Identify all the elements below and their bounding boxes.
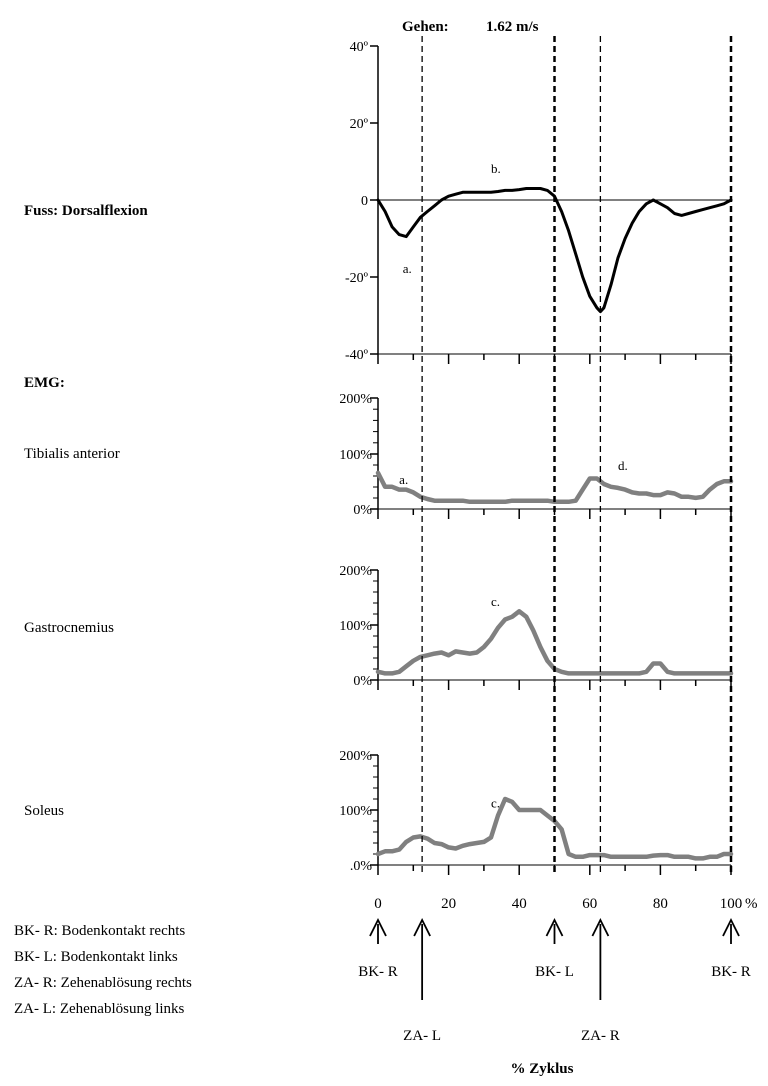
y-tick-label: 100% xyxy=(339,619,372,634)
x-tick-label: 20 xyxy=(441,896,457,912)
y-tick-label: 100% xyxy=(339,804,372,819)
y-tick-label: 0 xyxy=(361,194,368,209)
event-label: ZA- R xyxy=(581,1028,620,1044)
y-tick-label: -20º xyxy=(344,271,368,286)
legend-item: BK- R: Bodenkontakt rechts xyxy=(14,923,186,939)
event-label: BK- R xyxy=(358,964,398,980)
chart-title: Gehen: xyxy=(402,19,449,35)
emg-section-label: EMG: xyxy=(24,375,65,391)
y-tick-label: 200% xyxy=(339,564,372,579)
annotation-label: c. xyxy=(490,795,500,811)
annotation-label: a. xyxy=(399,472,409,488)
gastrocnemius-label: Gastrocnemius xyxy=(24,620,114,636)
x-tick-label: 60 xyxy=(582,896,598,912)
speed-label: 1.62 m/s xyxy=(486,19,539,35)
panel-tibialis xyxy=(339,392,731,519)
y-tick-label: 20º xyxy=(349,117,368,132)
panels xyxy=(339,40,731,875)
event-label: ZA- L xyxy=(403,1028,442,1044)
x-tick-label: 40 xyxy=(511,896,527,912)
x-axis-label: % Zyklus xyxy=(510,1061,574,1077)
event-marker xyxy=(711,920,751,980)
event-lines xyxy=(422,36,731,872)
foot-section-label: Fuss: Dorsalflexion xyxy=(24,203,148,219)
x-tick-label: 80 xyxy=(652,896,668,912)
y-tick-label: 40º xyxy=(349,40,368,55)
annotation-label: a. xyxy=(402,261,412,277)
tibialis-label: Tibialis anterior xyxy=(24,446,120,462)
legend-item: ZA- R: Zehenablösung rechts xyxy=(14,975,192,991)
soleus-label: Soleus xyxy=(24,803,65,819)
x-unit-label: % xyxy=(745,896,758,912)
legend xyxy=(14,923,192,1017)
x-tick-label: 100 xyxy=(719,896,743,912)
event-label: BK- R xyxy=(711,964,751,980)
event-markers xyxy=(358,920,751,1044)
event-marker xyxy=(581,920,620,1044)
panel-dorsalflexion xyxy=(345,40,731,364)
x-axis xyxy=(374,896,757,912)
y-tick-label: 100% xyxy=(339,448,372,463)
event-label: BK- L xyxy=(535,964,574,980)
annotation-label: c. xyxy=(490,593,500,609)
y-tick-label: 200% xyxy=(339,749,372,764)
annotation-label: d. xyxy=(618,458,628,474)
x-tick-label: 0 xyxy=(374,896,382,912)
legend-item: BK- L: Bodenkontakt links xyxy=(14,949,178,965)
y-tick-label: .0% xyxy=(349,859,372,874)
event-marker xyxy=(403,920,441,1044)
y-tick-label: 0% xyxy=(353,674,372,689)
panel-gastrocnemius xyxy=(339,564,731,690)
annotation-label: b. xyxy=(490,161,501,177)
event-marker xyxy=(535,920,574,980)
y-tick-label: 0% xyxy=(353,503,372,518)
y-tick-label: -40º xyxy=(344,348,368,363)
event-marker xyxy=(358,920,398,980)
y-tick-label: 200% xyxy=(339,392,372,407)
panel-soleus xyxy=(339,749,731,875)
legend-item: ZA- L: Zehenablösung links xyxy=(14,1001,185,1017)
